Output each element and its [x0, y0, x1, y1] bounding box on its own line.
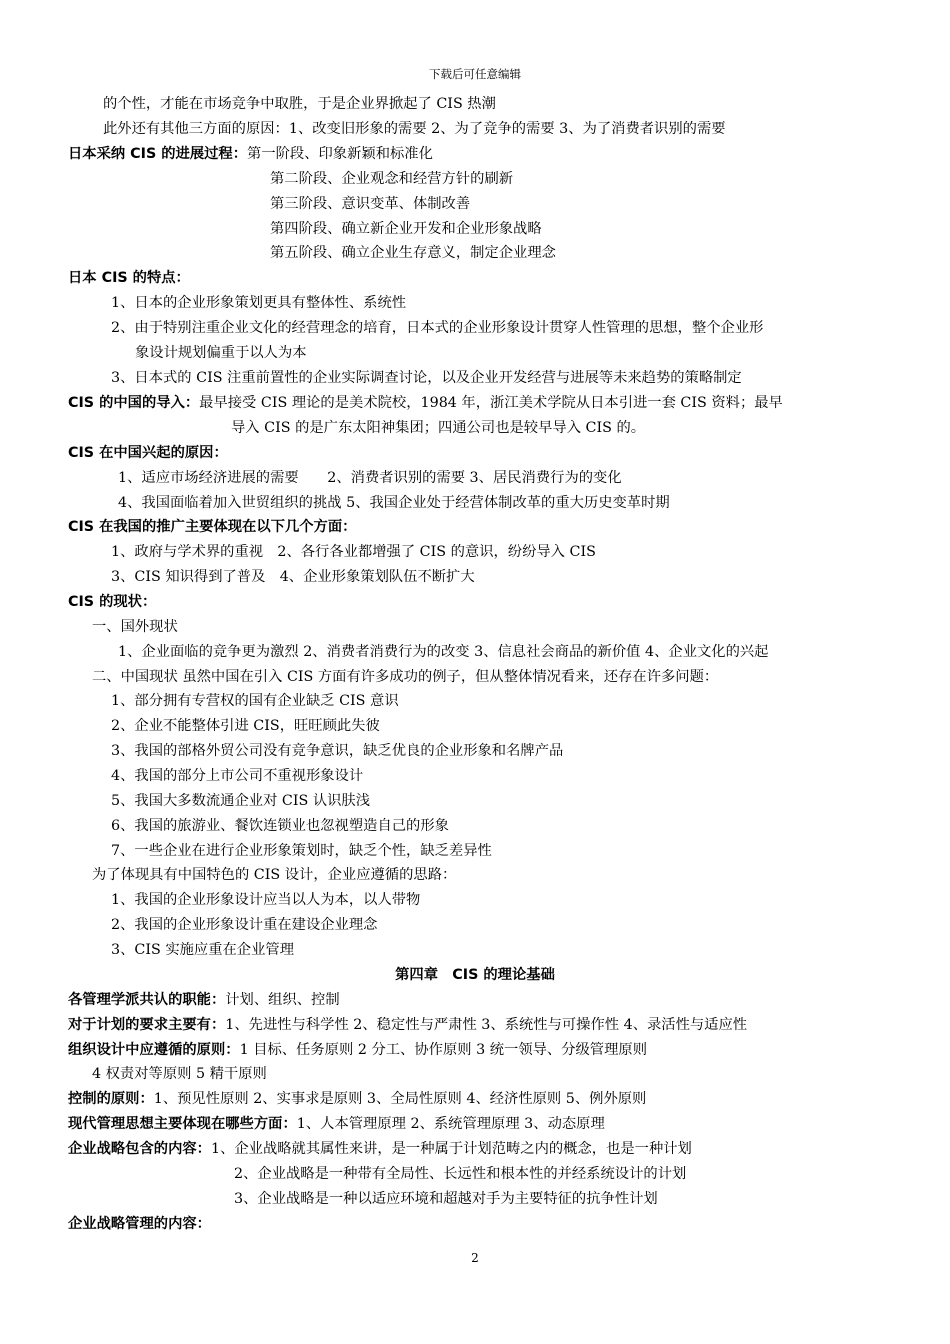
heading: 各管理学派共认的职能： [68, 992, 226, 1008]
heading: CIS 的现状： [68, 594, 157, 610]
text-line [68, 269, 190, 287]
page-header: 下载后可任意编辑 [429, 67, 521, 81]
text-line: 第三阶段、意识变革、体制改善 [270, 196, 471, 212]
text-line: 2、企业不能整体引进 CIS，旺旺顾此失彼 [111, 718, 380, 734]
text-line: 1、政府与学术界的重视 2、各行各业都增强了 CIS 的意识，纷纷导入 CIS [111, 544, 596, 560]
heading: CIS 在中国兴起的原因： [68, 445, 228, 461]
text-line [68, 518, 356, 536]
text-line: 3、日本式的 CIS 注重前置性的企业实际调查讨论，以及企业开发经营与进展等未来趋势的策略制定 [111, 370, 742, 386]
text-line: 对于计划的要求主要有：1、先进性与科学性 2、稳定性与严肃性 3、系统性与可操作性 4、录活性与适应性 [68, 1017, 748, 1033]
heading: 对于计划的要求主要有： [68, 1017, 226, 1033]
text-line: 日本采纳 CIS 的进展过程：第一阶段、印象新颖和标准化 [68, 146, 433, 162]
text-line: 7、一些企业在进行企业形象策划时，缺乏个性，缺乏差异性 [111, 843, 492, 859]
text-line: 第五阶段、确立企业生存意义，制定企业理念 [270, 245, 556, 261]
text-line: 6、我国的旅游业、餐饮连锁业也忽视塑造自己的形象 [111, 818, 449, 834]
text-line: 1、部分拥有专营权的国有企业缺乏 CIS 意识 [111, 693, 399, 709]
text-line: 4 权责对等原则 5 精干原则 [92, 1066, 267, 1082]
chapter-title: 第四章 CIS 的理论基础 [395, 967, 555, 983]
text-line: 1、企业面临的竞争更为激烈 2、消费者消费行为的改变 3、信息社会商品的新价值 4、企业文化的兴起 [118, 644, 769, 660]
text-line: 企业战略包含的内容：1、企业战略就其属性来讲，是一种属于计划范畴之内的概念，也是一种计划 [68, 1141, 692, 1157]
text-line: 3、企业战略是一种以适应环境和超越对手为主要特征的抗争性计划 [234, 1191, 658, 1207]
text-line: 为了体现具有中国特色的 CIS 设计，企业应遵循的思路： [92, 867, 457, 883]
page-number: 2 [471, 1251, 479, 1265]
text-line: 1、适应市场经济进展的需要 2、消费者识别的需要 3、居民消费行为的变化 [118, 470, 622, 486]
text-line: 2、由于特别注重企业文化的经营理念的培育，日本式的企业形象设计贯穿人性管理的思想，整个企业形 [111, 320, 764, 336]
text-line: 导入 CIS 的是广东太阳神集团；四通公司也是较早导入 CIS 的。 [231, 420, 646, 436]
text-line: 组织设计中应遵循的原则：1 目标、任务原则 2 分工、协作原则 3 统一领导、分级管理原则 [68, 1042, 647, 1058]
text-line: 现代管理思想主要体现在哪些方面：1、人本管理原理 2、系统管理原理 3、动态原理 [68, 1116, 605, 1132]
text-line: 3、我国的部格外贸公司没有竞争意识，缺乏优良的企业形象和名牌产品 [111, 743, 564, 759]
text-line: 4、我国的部分上市公司不重视形象设计 [111, 768, 364, 784]
heading: 组织设计中应遵循的原则： [68, 1042, 240, 1058]
text-line: 4、我国面临着加入世贸组织的挑战 5、我国企业处于经营体制改革的重大历史变革时期 [118, 495, 670, 511]
text-line: 3、CIS 实施应重在企业管理 [111, 942, 294, 958]
text-line: 5、我国大多数流通企业对 CIS 认识肤浅 [111, 793, 371, 809]
text-line: 二、中国现状 虽然中国在引入 CIS 方面有许多成功的例子，但从整体情况看来，还存在许多问题： [92, 669, 719, 685]
text-line: 第四阶段、确立新企业开发和企业形象战略 [270, 221, 542, 237]
heading: 日本采纳 CIS 的进展过程： [68, 146, 248, 162]
text-line: 各管理学派共认的职能：计划、组织、控制 [68, 992, 340, 1008]
heading: 现代管理思想主要体现在哪些方面： [68, 1116, 297, 1132]
heading: 控制的原则： [68, 1091, 154, 1107]
heading: CIS 的中国的导入： [68, 395, 200, 411]
text-line: CIS 的中国的导入：最早接受 CIS 理论的是美术院校，1984 年，浙江美术学院从日本引进一套 CIS 资料；最早 [68, 395, 783, 411]
text-line [68, 1215, 211, 1233]
heading: 日本 CIS 的特点： [68, 270, 190, 286]
text-line [68, 593, 156, 611]
text-line: 此外还有其他三方面的原因：1、改变旧形象的需要 2、为了竞争的需要 3、为了消费者识别的需要 [103, 121, 726, 137]
text-line [68, 444, 228, 462]
text-line: 3、CIS 知识得到了普及 4、企业形象策划队伍不断扩大 [111, 569, 475, 585]
text-line: 第二阶段、企业观念和经营方针的刷新 [270, 171, 514, 187]
text-line: 2、企业战略是一种带有全局性、长远性和根本性的并经系统设计的计划 [234, 1166, 687, 1182]
heading: CIS 在我国的推广主要体现在以下几个方面： [68, 519, 357, 535]
text-line: 控制的原则：1、预见性原则 2、实事求是原则 3、全局性原则 4、经济性原则 5、例外原则 [68, 1091, 647, 1107]
text-line: 1、日本的企业形象策划更具有整体性、系统性 [111, 295, 407, 311]
text-line: 的个性，才能在市场竞争中取胜，于是企业界掀起了 CIS 热潮 [103, 96, 496, 112]
text-line: 一、国外现状 [92, 619, 178, 635]
text-line: 象设计规划偏重于以人为本 [135, 345, 307, 361]
text-line: 1、我国的企业形象设计应当以人为本，以人带物 [111, 892, 421, 908]
heading: 企业战略管理的内容： [68, 1216, 211, 1232]
heading: 企业战略包含的内容： [68, 1141, 211, 1157]
text-line: 2、我国的企业形象设计重在建设企业理念 [111, 917, 378, 933]
